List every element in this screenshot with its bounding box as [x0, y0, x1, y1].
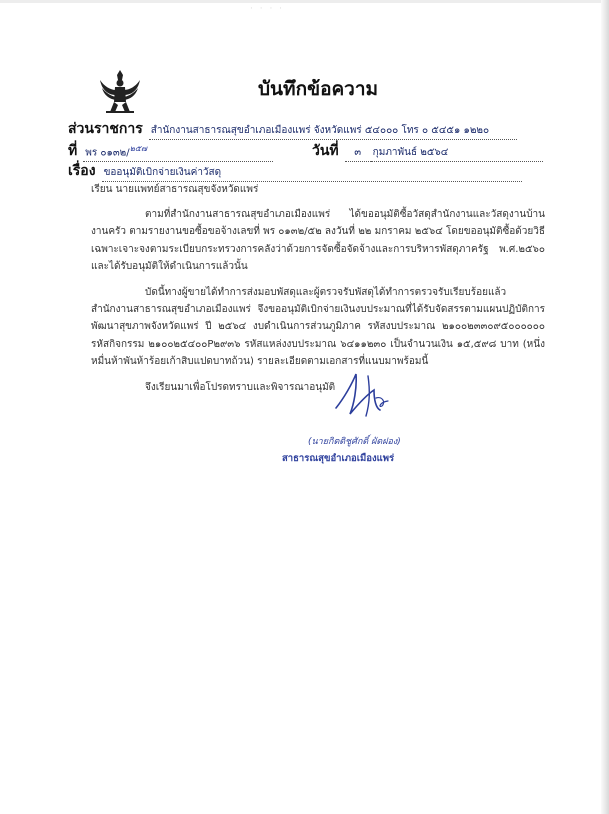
memo-body — [91, 181, 545, 396]
paragraph-1: ตามที่สำนักงานสาธารณสุขอำเภอเมืองแพร่ ได้ขออนุมัติซื้อวัสดุสำนักงานและวัสดุงานบ้านงานครัว ตามรายงานขอซื้อขอจ้างเลขที่ พร ๐๑๓๒/๕๒ ลงวันที่ ๒๒ มกราคม ๒๕๖๔ โดยขออนุมัติซื้อด้วยวิธีเฉพาะเจาะจงตามระเบียบกระทรวงการคลังว่าด้วยการจัดซื้อจัดจ้างและการบริหารพัสดุภาครัฐ พ.ศ.๒๕๖๐ และได้รับอนุมัติให้ดำเนินการแล้วนั้น — [91, 209, 545, 272]
reference-value: พร ๐๑๓๒/ — [85, 147, 130, 158]
agency-label: ส่วนราชการ — [68, 121, 143, 137]
memo-title: บันทึกข้อความ — [258, 78, 379, 100]
subject-row — [68, 160, 522, 182]
closing-line: จึงเรียนมาเพื่อโปรดทราบและพิจารณาอนุมัติ — [145, 382, 336, 394]
subject-value: ขออนุมัติเบิกจ่ายเงินค่าวัสดุ — [102, 165, 522, 182]
agency-value: สำนักงานสาธารณสุขอำเภอเมืองแพร่ จังหวัดแพร่ ๕๔๐๐๐ โทร ๐ ๕๔๕๑ ๑๒๒๐ — [149, 123, 517, 140]
signatory-position: สาธารณสุขอำเภอเมืองแพร่ — [282, 453, 395, 464]
garuda-emblem-icon — [98, 68, 142, 114]
reference-value-wrap — [83, 142, 273, 162]
faint-mark: · · · · — [250, 4, 285, 14]
date-day: ๓ — [345, 145, 371, 162]
reference-row — [68, 140, 273, 162]
scan-top-edge — [0, 0, 609, 3]
handwritten-signature — [330, 368, 398, 420]
agency-row — [68, 118, 517, 140]
date-value: กุมภาพันธ์ ๒๕๖๔ — [371, 145, 543, 162]
date-row — [312, 140, 543, 162]
addressee: เรียน นายแพทย์สาธารณสุขจังหวัดแพร่ — [91, 184, 259, 195]
date-label: วันที่ — [312, 143, 339, 159]
subject-label: เรื่อง — [68, 163, 96, 179]
scan-right-edge — [601, 0, 609, 814]
reference-handwritten-number: ๒๕๗ — [129, 143, 147, 153]
paragraph-2: บัดนี้ทางผู้ขายได้ทำการส่งมอบพัสดุและผู้ตรวจรับพัสดุได้ทำการตรวจรับเรียบร้อยแล้ว สำนักงานสาธารณสุขอำเภอเมืองแพร่ จึงขออนุมัติเบิกจ่ายเงินงบประมาณที่ได้รับจัดสรรตามแผนปฏิบัติการพัฒนาสุขภาพจังหวัดแพร่ ปี ๒๕๖๔ งบดำเนินการส่วนภูมิภาค รหัสงบประมาณ ๒๑๐๐๒๓๓๐๙๕๐๐๐๐๐๐ รหัสกิจกรรม ๒๑๐๐๒๕๔๐๐P๒๙๓๖ รหัสแหล่งงบประมาณ ๖๔๑๑๒๓๐ เป็นจำนวนเงิน ๑๕,๕๙๘ บาท (หนึ่งหมื่นห้าพันห้าร้อยเก้าสิบแปดบาทถ้วน) รายละเอียดตามเอกสารที่แนบมาพร้อมนี้ — [91, 287, 545, 367]
signatory-name: (นายกิตติชูศักดิ์ ผัดฝอง) — [308, 437, 401, 447]
reference-label: ที่ — [68, 143, 78, 159]
